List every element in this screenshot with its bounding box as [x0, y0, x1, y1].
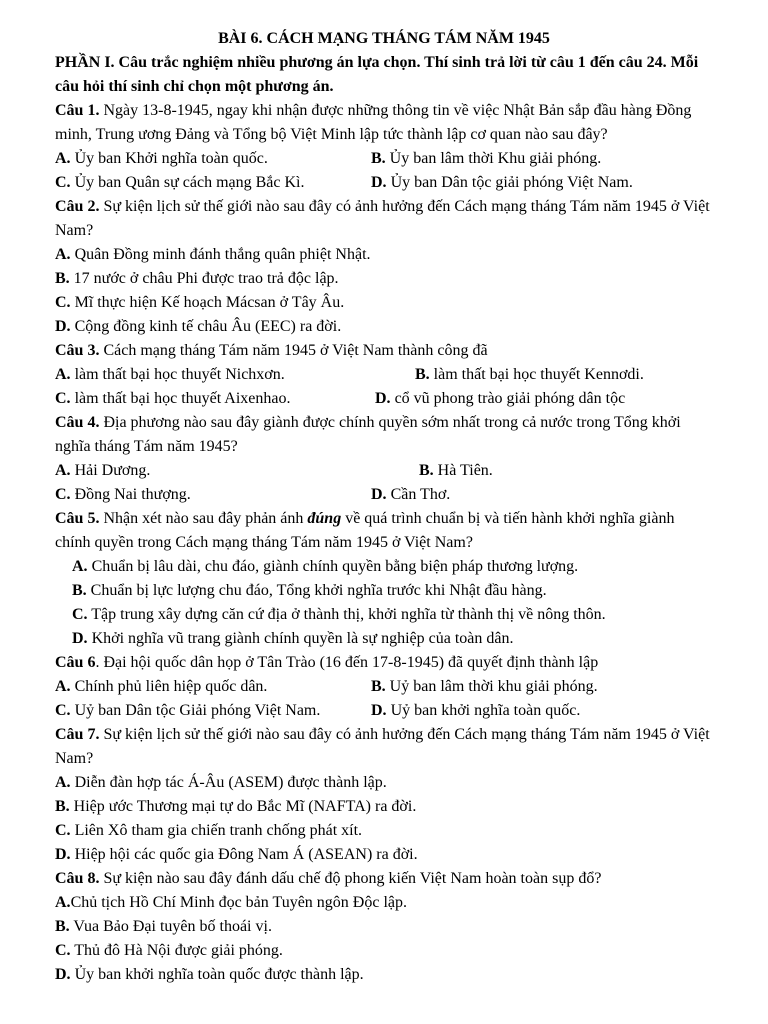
- option-row: [55, 147, 713, 171]
- option-d: [55, 963, 713, 987]
- option-text: cổ vũ phong trào giải phóng dân tộc: [390, 390, 626, 407]
- option-row: [55, 699, 713, 723]
- question-text: Cách mạng tháng Tám năm 1945 ở Việt Nam thành công đã: [99, 342, 488, 359]
- option-text: Diễn đàn hợp tác Á-Âu (ASEM) được thành lập.: [70, 774, 387, 791]
- option-text: Đồng Nai thượng.: [70, 486, 191, 503]
- question-text: Sự kiện lịch sử thế giới nào sau đây có ảnh hưởng đến Cách mạng tháng Tám năm 1945 ở Việt Nam?: [55, 198, 710, 239]
- question-number: Câu 6: [55, 654, 96, 671]
- option-a: [55, 147, 371, 171]
- option-label: A.: [55, 246, 71, 263]
- option-d: [371, 699, 580, 723]
- option-label: A.: [55, 678, 71, 695]
- option-label: C.: [55, 486, 71, 503]
- option-text: làm thất bại học thuyết Nichxơn.: [70, 366, 285, 383]
- question-4: [55, 411, 713, 459]
- option-text: Ủy ban Dân tộc giải phóng Việt Nam.: [386, 174, 633, 191]
- option-label: C.: [72, 606, 88, 623]
- option-b: [55, 795, 713, 819]
- option-label: B.: [55, 918, 70, 935]
- question-number: Câu 1.: [55, 102, 100, 119]
- option-row: [55, 459, 713, 483]
- option-d: [371, 483, 450, 507]
- question-number: Câu 2.: [55, 198, 100, 215]
- option-text: Ủy ban lâm thời Khu giải phóng.: [385, 150, 602, 167]
- option-b: [371, 675, 598, 699]
- option-label: D.: [371, 174, 387, 191]
- option-a: [55, 555, 713, 579]
- option-label: B.: [415, 366, 430, 383]
- option-text: Hà Tiên.: [433, 462, 493, 479]
- option-label: B.: [72, 582, 87, 599]
- option-row: [55, 387, 713, 411]
- option-c: [55, 603, 713, 627]
- option-b: [371, 147, 601, 171]
- option-d: [55, 843, 713, 867]
- question-text: Sự kiện nào sau đây đánh dấu chế độ phong kiến Việt Nam hoàn toàn sụp đổ?: [99, 870, 602, 887]
- option-label: D.: [375, 390, 391, 407]
- option-label: B.: [371, 150, 386, 167]
- option-label: A.: [55, 894, 71, 911]
- option-c: [55, 819, 713, 843]
- option-row: [55, 363, 713, 387]
- option-d: [55, 627, 713, 651]
- option-label: D.: [55, 966, 71, 983]
- option-label: C.: [55, 822, 71, 839]
- option-text: Tập trung xây dựng căn cứ địa ở thành thị, khởi nghĩa từ thành thị về nông thôn.: [87, 606, 606, 623]
- option-b: [55, 579, 713, 603]
- option-row: [55, 675, 713, 699]
- option-label: D.: [55, 318, 71, 335]
- question-text: Sự kiện lịch sử thế giới nào sau đây có ảnh hưởng đến Cách mạng tháng Tám năm 1945 ở Việt Nam?: [55, 726, 710, 767]
- option-text: Mĩ thực hiện Kế hoạch Mácsan ở Tây Âu.: [70, 294, 345, 311]
- option-a: [55, 459, 419, 483]
- question-number: Câu 7.: [55, 726, 100, 743]
- option-label: D.: [55, 846, 71, 863]
- option-label: B.: [55, 270, 70, 287]
- question-number: Câu 4.: [55, 414, 100, 431]
- option-label: C.: [55, 702, 71, 719]
- option-a: [55, 363, 415, 387]
- question-1: [55, 99, 713, 147]
- option-text: Hải Dương.: [70, 462, 151, 479]
- option-row: [55, 483, 713, 507]
- option-text: Thủ đô Hà Nội được giải phóng.: [70, 942, 283, 959]
- option-c: [55, 699, 371, 723]
- question-text: về quá trình chuẩn bị và tiến hành khởi nghĩa giành chính quyền trong Cách mạng tháng Tám năm 1945 ở Việt Nam?: [55, 510, 675, 551]
- option-b: [419, 459, 493, 483]
- option-d: [371, 171, 633, 195]
- option-text: Cần Thơ.: [386, 486, 451, 503]
- option-text: làm thất bại học thuyết Kennơdi.: [429, 366, 644, 383]
- option-text: Cộng đồng kinh tế châu Âu (EEC) ra đời.: [70, 318, 342, 335]
- option-text: Chuẩn bị lực lượng chu đáo, Tổng khởi nghĩa trước khi Nhật đầu hàng.: [86, 582, 547, 599]
- option-label: D.: [371, 486, 387, 503]
- question-7: [55, 723, 713, 771]
- question-text: Ngày 13-8-1945, ngay khi nhận được những thông tin về việc Nhật Bản sắp đầu hàng Đồng minh, Trung ương Đảng và Tổng bộ Việt Minh lập tức thành lập cơ quan nào sau đây?: [55, 102, 692, 143]
- option-label: C.: [55, 294, 71, 311]
- question-6: [55, 651, 713, 675]
- option-label: A.: [72, 558, 88, 575]
- question-text: Nhận xét nào sau đây phản ánh: [99, 510, 308, 527]
- option-text: Ủy ban Quân sự cách mạng Bắc Kì.: [70, 174, 305, 191]
- option-label: C.: [55, 174, 71, 191]
- option-label: C.: [55, 942, 71, 959]
- option-text: Khởi nghĩa vũ trang giành chính quyền là sự nghiệp của toàn dân.: [87, 630, 514, 647]
- option-text: Uỷ ban Dân tộc Giải phóng Việt Nam.: [70, 702, 321, 719]
- option-b: [55, 915, 713, 939]
- option-b: [55, 267, 713, 291]
- option-c: [55, 387, 375, 411]
- question-3: [55, 339, 713, 363]
- option-label: B.: [419, 462, 434, 479]
- option-text: Liên Xô tham gia chiến tranh chống phát xít.: [70, 822, 363, 839]
- option-text: Chủ tịch Hồ Chí Minh đọc bản Tuyên ngôn Độc lập.: [70, 894, 407, 911]
- option-c: [55, 939, 713, 963]
- option-label: B.: [371, 678, 386, 695]
- option-text: làm thất bại học thuyết Aixenhao.: [70, 390, 291, 407]
- page-title: BÀI 6. CÁCH MẠNG THÁNG TÁM NĂM 1945: [218, 30, 550, 47]
- option-label: A.: [55, 150, 71, 167]
- option-a: [55, 891, 713, 915]
- question-text: . Đại hội quốc dân họp ở Tân Trào (16 đến 17-8-1945) đã quyết định thành lập: [95, 654, 599, 671]
- option-text: Quân Đồng minh đánh thắng quân phiệt Nhật.: [70, 246, 371, 263]
- option-a: [55, 771, 713, 795]
- option-d: [55, 315, 713, 339]
- option-text: Hiệp ước Thương mại tự do Bắc Mĩ (NAFTA) ra đời.: [69, 798, 417, 815]
- option-text: Uỷ ban khởi nghĩa toàn quốc.: [386, 702, 581, 719]
- option-text: 17 nước ở châu Phi được trao trả độc lập.: [69, 270, 339, 287]
- option-label: A.: [55, 462, 71, 479]
- option-label: D.: [72, 630, 88, 647]
- option-a: [55, 243, 713, 267]
- option-label: A.: [55, 774, 71, 791]
- question-2: [55, 195, 713, 243]
- option-text: Ủy ban Khởi nghĩa toàn quốc.: [70, 150, 268, 167]
- option-label: D.: [371, 702, 387, 719]
- option-text: Chính phủ liên hiệp quốc dân.: [70, 678, 268, 695]
- option-text: Hiệp hội các quốc gia Đông Nam Á (ASEAN) ra đời.: [70, 846, 418, 863]
- option-b: [415, 363, 644, 387]
- option-text: Vua Bảo Đại tuyên bố thoái vị.: [69, 918, 272, 935]
- option-a: [55, 675, 371, 699]
- option-label: B.: [55, 798, 70, 815]
- option-row: [55, 171, 713, 195]
- question-number: Câu 5.: [55, 510, 100, 527]
- option-text: Chuẩn bị lâu dài, chu đáo, giành chính quyền bằng biện pháp thương lượng.: [87, 558, 579, 575]
- option-label: A.: [55, 366, 71, 383]
- question-number: Câu 3.: [55, 342, 100, 359]
- option-c: [55, 483, 371, 507]
- option-text: Uỷ ban lâm thời khu giải phóng.: [385, 678, 598, 695]
- question-number: Câu 8.: [55, 870, 100, 887]
- question-5: [55, 507, 713, 555]
- option-label: C.: [55, 390, 71, 407]
- option-d: [375, 387, 625, 411]
- question-8: [55, 867, 713, 891]
- option-text: Ủy ban khởi nghĩa toàn quốc được thành lập.: [70, 966, 364, 983]
- part-instructions: PHẦN I. Câu trắc nghiệm nhiều phương án lựa chọn. Thí sinh trả lời từ câu 1 đến câu 24. Mỗi câu hỏi thí sinh chỉ chọn một phương án.: [55, 54, 699, 95]
- option-c: [55, 291, 713, 315]
- question-text: Địa phương nào sau đây giành được chính quyền sớm nhất trong cả nước trong Tổng khởi nghĩa tháng Tám năm 1945?: [55, 414, 681, 455]
- option-c: [55, 171, 371, 195]
- question-emphasis: đúng: [307, 510, 342, 527]
